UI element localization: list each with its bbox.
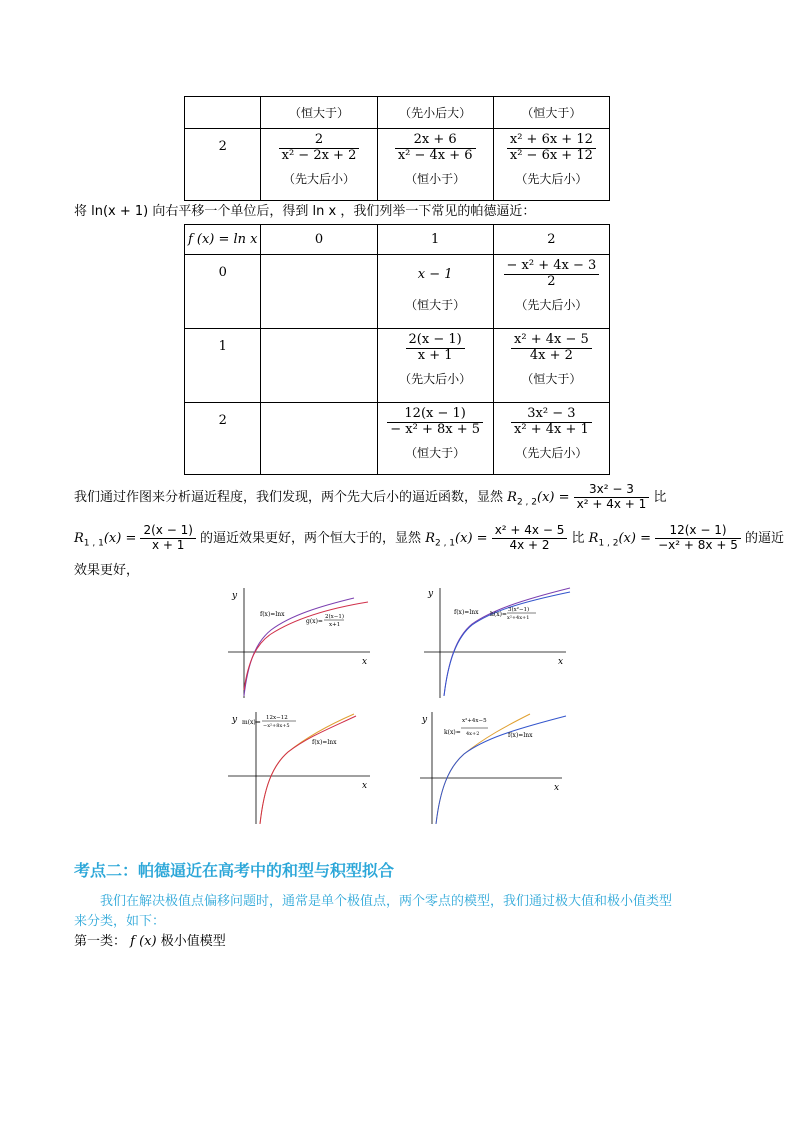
intro-paragraph: 我们在解决极值点偏移问题时，通常是单个极值点，两个零点的模型，我们通过极大值和极小值类型 xyxy=(100,894,673,909)
f-label: f(x)=lnx xyxy=(312,739,337,746)
ln-curve xyxy=(260,716,356,824)
table1-cell: $\frac{2}{\text{x² − 2x + 2}}$ （先大后小） xyxy=(261,129,377,201)
y-axis-label: y xyxy=(232,715,238,725)
table1-cell: $\frac{2x + 6}{\text{x² − 4x + 6}}$ （恒小于） xyxy=(377,129,493,201)
plot-ln-vs-h xyxy=(422,582,572,702)
k-label-lhs: k(x)= xyxy=(444,729,461,736)
g-label-den: x+1 xyxy=(329,622,341,628)
paragraph-analysis: 我们通过作图来分析逼近程度，我们发现，两个先大后小的逼近函数，显然 $R_{2 , 2}(x)$ = $\frac{\text{3x² − 3}}{\text{x² + 4x + 1}}$ 比 $R_{1 , 1}(x)$ = $\frac{2(x - 1)}{x + 1}$ 的逼近效果更好，两个恒大于的，显然 $R_{2 , 1}(x)$ = $\frac{\text{x² + 4x − 5}}{4x + 2}$ 比 $R_{1 , 2}(x)$ = $\frac{12(x - 1)}{\text{−x² + 8x + 5}}$ 的逼近 效果更好， xyxy=(74,482,784,579)
m-label-lhs: m(x)= xyxy=(242,719,261,726)
table2-header-fx: f (x) = ln x xyxy=(185,225,261,255)
intro-paragraph-cont: 来分类，如下： xyxy=(74,914,166,929)
y-axis-label: y xyxy=(422,715,428,725)
y-axis-label: y xyxy=(428,589,434,599)
k-label-num: x²+4x−5 xyxy=(462,718,487,724)
table2-cell: $\frac{2(x - 1)}{x + 1}$ （先大后小） xyxy=(377,329,493,403)
g-label-num: 2(x−1) xyxy=(325,614,345,620)
k-label-den: 4x+2 xyxy=(466,731,480,737)
pade-table-ln1p xyxy=(184,96,610,201)
table2-cell: $\frac{\text{3x² − 3}}{\text{x² + 4x + 1}}$ （先大后小） xyxy=(493,403,609,475)
plot-ln-vs-k xyxy=(418,708,568,828)
h-label-num: 3(x²−1) xyxy=(508,607,530,613)
y-axis-label: y xyxy=(232,591,238,601)
h-label-den: x²+4x+1 xyxy=(507,615,530,621)
table1-cell: $\frac{\text{x² + 6x + 12}}{\text{x² − 6x + 12}}$ （先大后小） xyxy=(493,129,609,201)
table2-row-label: 2 xyxy=(185,403,261,475)
table2-cell: $\frac{\text{− x² + 4x − 3}}{2}$ （先大后小） xyxy=(493,255,609,329)
m-label-den: −x²+8x+5 xyxy=(263,723,290,729)
category-heading: 第一类： f (x) 极小值模型 xyxy=(74,934,226,949)
table2-row-label: 0 xyxy=(185,255,261,329)
table2-cell: $\frac{12(x - 1)}{\text{− x² + 8x + 5}}$ （恒大于） xyxy=(377,403,493,475)
table1-row-label: 2 xyxy=(185,129,261,201)
table2-header-0: 0 xyxy=(261,225,377,255)
x-axis-label: x xyxy=(362,781,368,791)
f-label: f(x)=lnx xyxy=(260,611,285,618)
x-axis-label: x xyxy=(554,783,560,793)
table2-cell: x − 1 （恒大于） xyxy=(377,255,493,329)
plot-ln-vs-m xyxy=(226,708,376,828)
table2-header-2: 2 xyxy=(493,225,609,255)
f-label: f(x)=lnx xyxy=(508,732,533,739)
f-label: f(x)=lnx xyxy=(454,609,479,616)
table1-cell xyxy=(185,97,261,129)
ln-curve xyxy=(444,588,570,696)
paragraph-shift: 将 ln(x + 1) 向右平移一个单位后，得到 ln x ，我们列举一下常见的帕德逼近： xyxy=(74,204,536,219)
m-label-num: 12x−12 xyxy=(266,715,288,721)
table2-cell-empty xyxy=(261,255,377,329)
pade-table-lnx xyxy=(184,224,610,475)
table1-cell: （恒大于） xyxy=(261,97,377,129)
h-curve xyxy=(444,592,570,696)
section-heading: 考点二：帕德逼近在高考中的和型与积型拟合 xyxy=(74,861,395,880)
h-label-lhs: h(x)= xyxy=(490,611,507,618)
table2-header-1: 1 xyxy=(377,225,493,255)
table2-cell: $\frac{\text{x² + 4x − 5}}{4x + 2}$ （恒大于） xyxy=(493,329,609,403)
table2-cell-empty xyxy=(261,329,377,403)
table2-cell-empty xyxy=(261,403,377,475)
plot-ln-vs-g xyxy=(226,582,376,702)
table2-row-label: 1 xyxy=(185,329,261,403)
table1-cell: （先小后大） xyxy=(377,97,493,129)
table1-cell: （恒大于） xyxy=(493,97,609,129)
x-axis-label: x xyxy=(558,657,564,667)
g-label-lhs: g(x)= xyxy=(306,618,323,625)
x-axis-label: x xyxy=(362,657,368,667)
